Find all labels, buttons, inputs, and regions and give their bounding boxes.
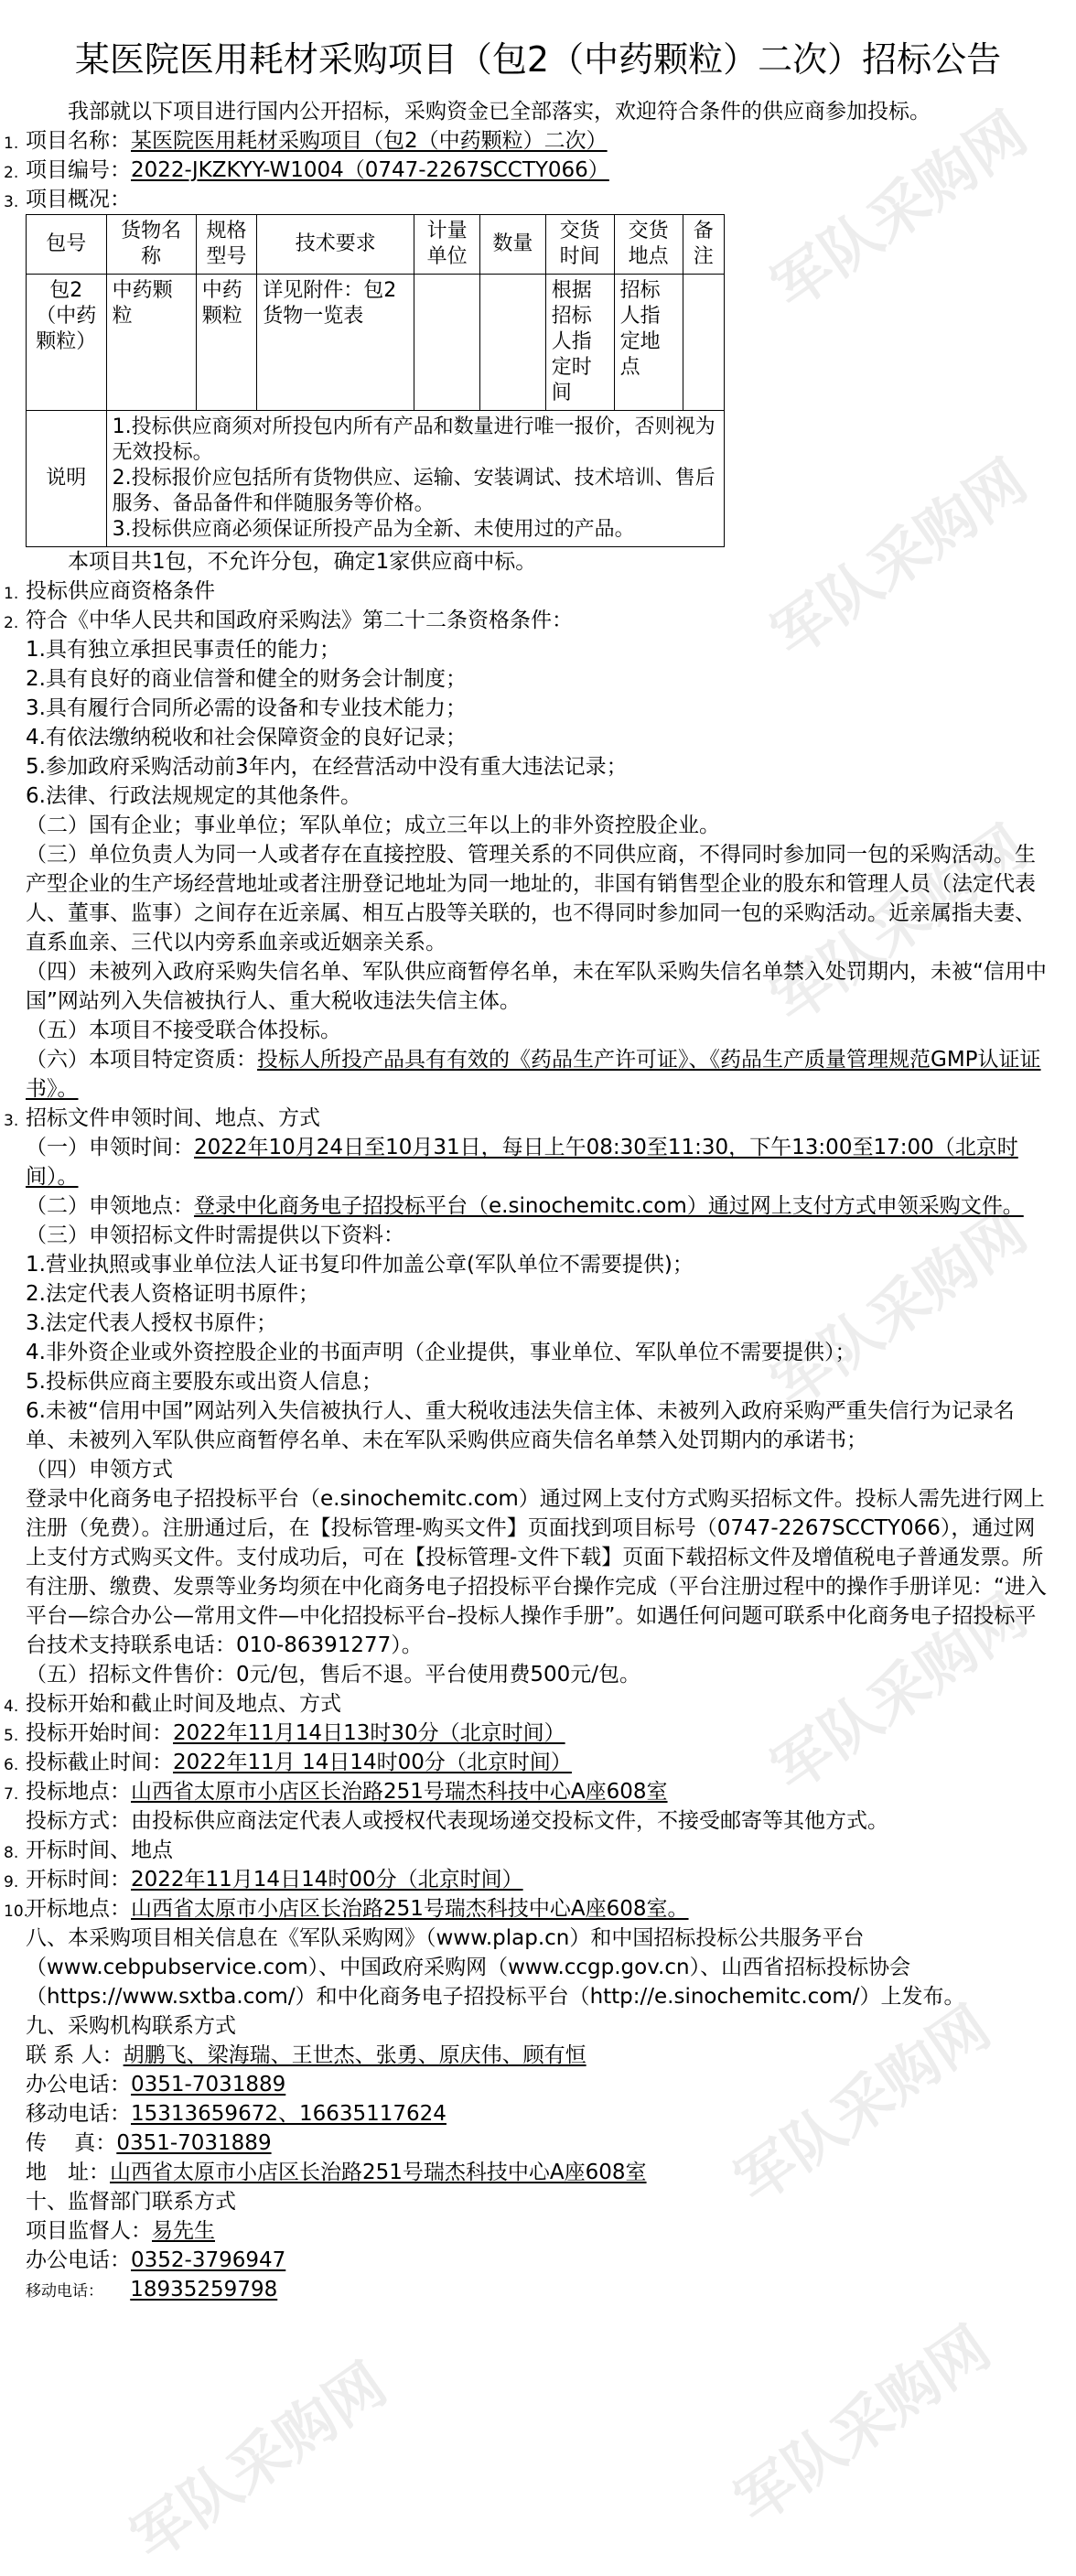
table-header-cell: 交货时间 [545, 215, 614, 275]
way-head: （四）申领方式 [26, 1458, 173, 1482]
table-header-cell: 技术要求 [257, 215, 414, 275]
qualification-p3: （三）单位负责人为同一人或者存在直接控股、管理关系的不同供应商，不得同时参加同一包的采购活动。生产型企业的生产场经营地址或者注册登记地址为同一地址的，非国有销售型企业的股东和管理人员（法定代表人、董事、监事）之间存在近亲属、相互占股等关联的，也不得同时参加同一包的采购活动。近亲属指夫妻、直系血亲、三代以内旁系血亲或近姻亲关系。 [26, 843, 1036, 954]
table-cell [683, 275, 724, 411]
table-header-cell: 包号 [27, 215, 107, 275]
publish-info: 八、本采购项目相关信息在《军队采购网》（www.plap.cn）和中国招标投标公共服务平台（www.cebpubservice.com）、中国政府采购网（www.ccgp.gov.cn）、山西省招标投标协会（https://www.sxtba.com/）和中化商务电子招投标平台（http://e.sinochemitc.com/）上发布。 [26, 1926, 965, 2009]
contact-persons: 联 系 人：胡鹏飞、梁海瑞、王世杰、张勇、原庆伟、顾有恒 [26, 2043, 586, 2067]
table-cell: 根据招标人指定时间 [545, 275, 614, 411]
table-header-cell: 规格型号 [196, 215, 256, 275]
doc-item: 6.未被“信用中国”网站列入失信被执行人、重大税收违法失信主体、未被列入政府采购严重失信行为记录名单、未被列入军队供应商暂停名单、未在军队采购供应商失信名单禁入处罚期内的承诺书； [26, 1399, 1015, 1452]
doc-item: 5.投标供应商主要股东或出资人信息； [26, 1370, 382, 1394]
office-phone: 办公电话：0351-7031889 [26, 2073, 286, 2096]
doc-item: 3.法定代表人授权书原件； [26, 1311, 277, 1335]
fax: 传 真：0351-7031889 [26, 2131, 272, 2155]
project-name: 1. 项目名称：某医院医用耗材采购项目（包2（中药颗粒）二次） [4, 129, 608, 153]
table-row [27, 275, 725, 411]
section-10-head: 十、监督部门联系方式 [26, 2190, 236, 2214]
qualification-p4: （四）未被列入政府采购失信名单、军队供应商暂停名单，未在军队采购失信名单禁入处罚期内，未被“信用中国”网站列入失信被执行人、重大税收违法失信主体。 [26, 960, 1047, 1013]
package-note: 本项目共1包，不允许分包，确定1家供应商中标。 [68, 550, 537, 574]
table-header-cell: 数量 [479, 215, 545, 275]
apply-place: （二）申领地点：登录中化商务电子招投标平台（e.sinochemitc.com）通过网上支付方式申领采购文件。 [26, 1194, 1024, 1218]
note-line: 2.投标报价应包括所有货物供应、运输、安装调试、技术培训、售后服务、备品备件和伴随服务等价格。 [112, 467, 716, 515]
way-text: 登录中化商务电子招投标平台（e.sinochemitc.com）通过网上支付方式购买招标文件。投标人需先进行网上注册（免费）。注册通过后，在【投标管理-购买文件】页面找到项目标号（0747-2267SCCTY066），通过网上支付方式购买文件。支付成功后，可在【投标管理-文件下载】页面下载招标文件及增值税电子普通发票。所有注册、缴费、发票等业务均须在中化商务电子招投标平台操作完成（平台注册过程中的操作手册详见：“进入平台—综合办公—常用文件—中化招投标平台–投标人操作手册”。如遇任何问题可联系中化商务电子招投标平台技术支持联系电话：010-86391277）。 [26, 1487, 1047, 1657]
bid-end: 6. 投标截止时间：2022年11月 14日14时00分（北京时间） [4, 1751, 572, 1774]
watermark: 军队采购网 [760, 1581, 1039, 1805]
table-header-cell: 计量单位 [414, 215, 480, 275]
table-cell: 中药颗粒 [196, 275, 256, 411]
note-cell [106, 411, 724, 547]
law-clause: 2. 符合《中华人民共和国政府采购法》第二十二条资格条件： [4, 609, 573, 632]
table-header-cell: 交货地点 [614, 215, 683, 275]
mobile-phone: 移动电话：15313659672、16635117624 [26, 2102, 447, 2126]
qualification-item: 5.参加政府采购活动前3年内，在经营活动中没有重大违法记录； [26, 755, 628, 779]
doc-item: 4.非外资企业或外资控股企业的书面声明（企业提供，事业单位、军队单位不需要提供）； [26, 1341, 856, 1364]
qualification-item: 2.具有良好的商业信誉和健全的财务会计制度； [26, 667, 467, 691]
doc-price: （五）招标文件售价：0元/包，售后不退。平台使用费500元/包。 [26, 1663, 641, 1687]
supervisor: 项目监督人：易先生 [26, 2219, 215, 2243]
table-note-row [27, 411, 725, 547]
open-time: 9. 开标时间：2022年11月14日14时00分（北京时间） [4, 1868, 523, 1892]
bid-place: 7. 投标地点：山西省太原市小店区长治路251号瑞杰科技中心A座608室 [4, 1780, 668, 1804]
table-header-cell: 货物名称 [106, 215, 196, 275]
apply-time: （一）申领时间：2022年10月24日至10月31日，每日上午08:30至11:30，下午13:00至17:00（北京时间）。 [26, 1136, 1018, 1189]
watermark: 军队采购网 [760, 447, 1039, 671]
items-table [26, 214, 725, 547]
project-name-value: 某医院医用耗材采购项目（包2（中药颗粒）二次） [131, 129, 608, 153]
doc-item: 1.营业执照或事业单位法人证书复印件加盖公章(军队单位不需要提供)； [26, 1253, 694, 1277]
qualification-p5: （五）本项目不接受联合体投标。 [26, 1019, 341, 1042]
project-overview-label: 3. 项目概况： [4, 188, 131, 211]
project-code: 2. 项目编号：2022-JKZKYY-W1004（0747-2267SCCTY066） [4, 158, 609, 182]
table-cell [479, 275, 545, 411]
table-header-row [27, 215, 725, 275]
section-4-head: 4. 投标开始和截止时间及地点、方式 [4, 1692, 341, 1716]
watermark: 军队采购网 [760, 1197, 1039, 1421]
intro-text: 我部就以下项目进行国内公开招标，采购资金已全部落实，欢迎符合条件的供应商参加投标。 [68, 100, 931, 124]
section-2-head: 1. 投标供应商资格条件 [4, 579, 215, 603]
qualification-item: 1.具有独立承担民事责任的能力； [26, 638, 340, 662]
section-3-head: 3. 招标文件申领时间、地点、方式 [4, 1106, 320, 1130]
watermark: 军队采购网 [724, 1993, 1003, 2217]
table-cell [414, 275, 480, 411]
table-cell: 详见附件：包2货物一览表 [257, 275, 414, 411]
open-place: 10. 开标地点：山西省太原市小店区长治路251号瑞杰科技中心A座608室。 [4, 1897, 689, 1921]
qualification-p2: （二）国有企业；事业单位；军队单位；成立三年以上的非外资控股企业。 [26, 814, 720, 837]
note-line: 3.投标供应商必须保证所投产品为全新、未使用过的产品。 [112, 518, 635, 541]
bid-start: 5. 投标开始时间：2022年11月14日13时30分（北京时间） [4, 1721, 565, 1745]
table-cell: 中药颗粒 [106, 275, 196, 411]
project-code-value: 2022-JKZKYY-W1004（0747-2267SCCTY066） [131, 158, 609, 182]
section-5-head: 8. 开标时间、地点 [4, 1838, 173, 1862]
qualification-p6: （六）本项目特定资质：投标人所投产品具有有效的《药品生产许可证》、《药品生产质量管理规范GMP认证证书》。 [26, 1048, 1041, 1101]
watermark: 军队采购网 [760, 813, 1039, 1037]
note-line: 1.投标供应商须对所投包内所有产品和数量进行唯一报价，否则视为无效投标。 [112, 415, 716, 464]
address: 地 址：山西省太原市小店区长治路251号瑞杰科技中心A座608室 [26, 2161, 647, 2184]
watermark: 军队采购网 [760, 99, 1039, 323]
doc-item: 2.法定代表人资格证明书原件； [26, 1282, 319, 1306]
qualification-item: 4.有依法缴纳税收和社会保障资金的良好记录； [26, 726, 467, 749]
announcement-body [4, 97, 1055, 2306]
bid-way: 投标方式：由投标供应商法定代表人或授权代表现场递交投标文件，不接受邮寄等其他方式。 [26, 1809, 888, 1833]
watermark: 军队采购网 [724, 2313, 1003, 2538]
watermark: 军队采购网 [120, 2350, 399, 2574]
supervisor-office-phone: 办公电话：0352-3796947 [26, 2248, 286, 2272]
qualification-item: 3.具有履行合同所必需的设备和专业技术能力； [26, 696, 467, 720]
page-title: 某医院医用耗材采购项目（包2（中药颗粒）二次）招标公告 [74, 39, 1002, 80]
table-cell: 招标人指定地点 [614, 275, 683, 411]
qualification-item: 6.法律、行政法规规定的其他条件。 [26, 784, 361, 808]
note-label: 说明 [27, 411, 107, 547]
supervisor-mobile-phone: 移动电话： 18935259798 [26, 2278, 278, 2301]
table-cell: 包2（中药颗粒） [27, 275, 107, 411]
table-header-cell: 备注 [683, 215, 724, 275]
section-9-head: 九、采购机构联系方式 [26, 2014, 236, 2038]
docs-head: （三）申领招标文件时需提供以下资料： [26, 1223, 404, 1247]
